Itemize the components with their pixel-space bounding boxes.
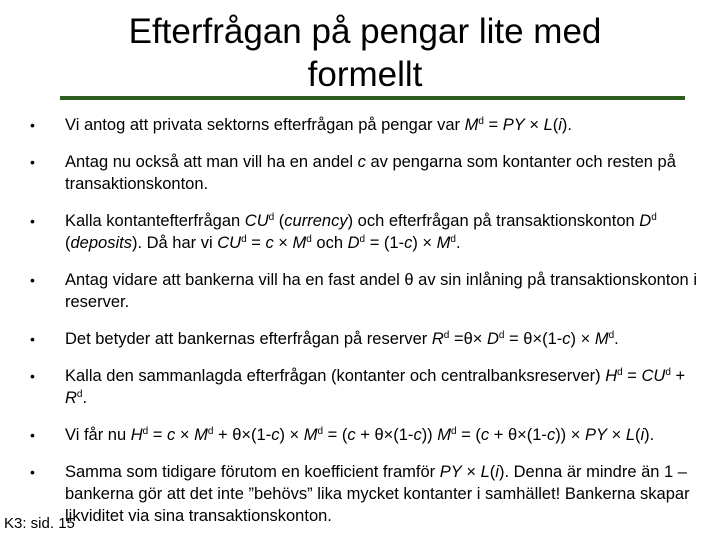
bullet-item-1: • Vi antog att privata sektorns efterfrågan på pengar var $M^d$ = PY × L(i). <box>30 114 700 136</box>
slide-title-line-2: formellt <box>307 55 423 94</box>
bullet-item-3: • Kalla kontantefterfrågan $CU^d$ (currency) och efterfrågan på transaktionskonton $D^d$ (deposits). Då har vi $CU^d = c \times M^d$ och $D^d = (1-c) \times M^d$. <box>30 210 700 254</box>
bullet-item-2: • Antag nu också att man vill ha en andel c av pengarna som kontanter och resten på transaktionskonton. <box>30 151 700 195</box>
slide-footer: K3: sid. 15 <box>4 515 75 532</box>
title-divider <box>60 96 685 100</box>
bullet-item-4: • Antag vidare att bankerna vill ha en fast andel θ av sin inlåning på transaktionskonton i reserver. <box>30 269 700 313</box>
slide-title-line-1: Efterfrågan på pengar lite med <box>128 12 602 51</box>
bullet-item-5: • Det betyder att bankernas efterfrågan på reserver $R^d =\theta\times D^d = \theta\times(1-c) \times M^d$. <box>30 328 700 350</box>
slide-title <box>60 10 670 96</box>
bullet-item-6: • Kalla den sammanlagda efterfrågan (kontanter och centralbanksreserver) $H^d = CU^d + R^d$. <box>30 365 700 409</box>
bullet-item-7: • Vi får nu $H^d = c \times M^d + \theta\times(1-c) \times M^d = (c + \theta\times(1-c)) M^d = (c + \theta\times(1-c))$ × PY × L(i). <box>30 424 700 446</box>
bullet-list <box>30 114 700 542</box>
bullet-item-8: • Samma som tidigare förutom en koefficient framför PY × L(i). Denna är mindre än 1 – bankerna gör att det inte ”behövs” lika mycket kontanter i samhället! Bankerna skapar likviditet via sina transaktionskonton. <box>30 461 700 527</box>
